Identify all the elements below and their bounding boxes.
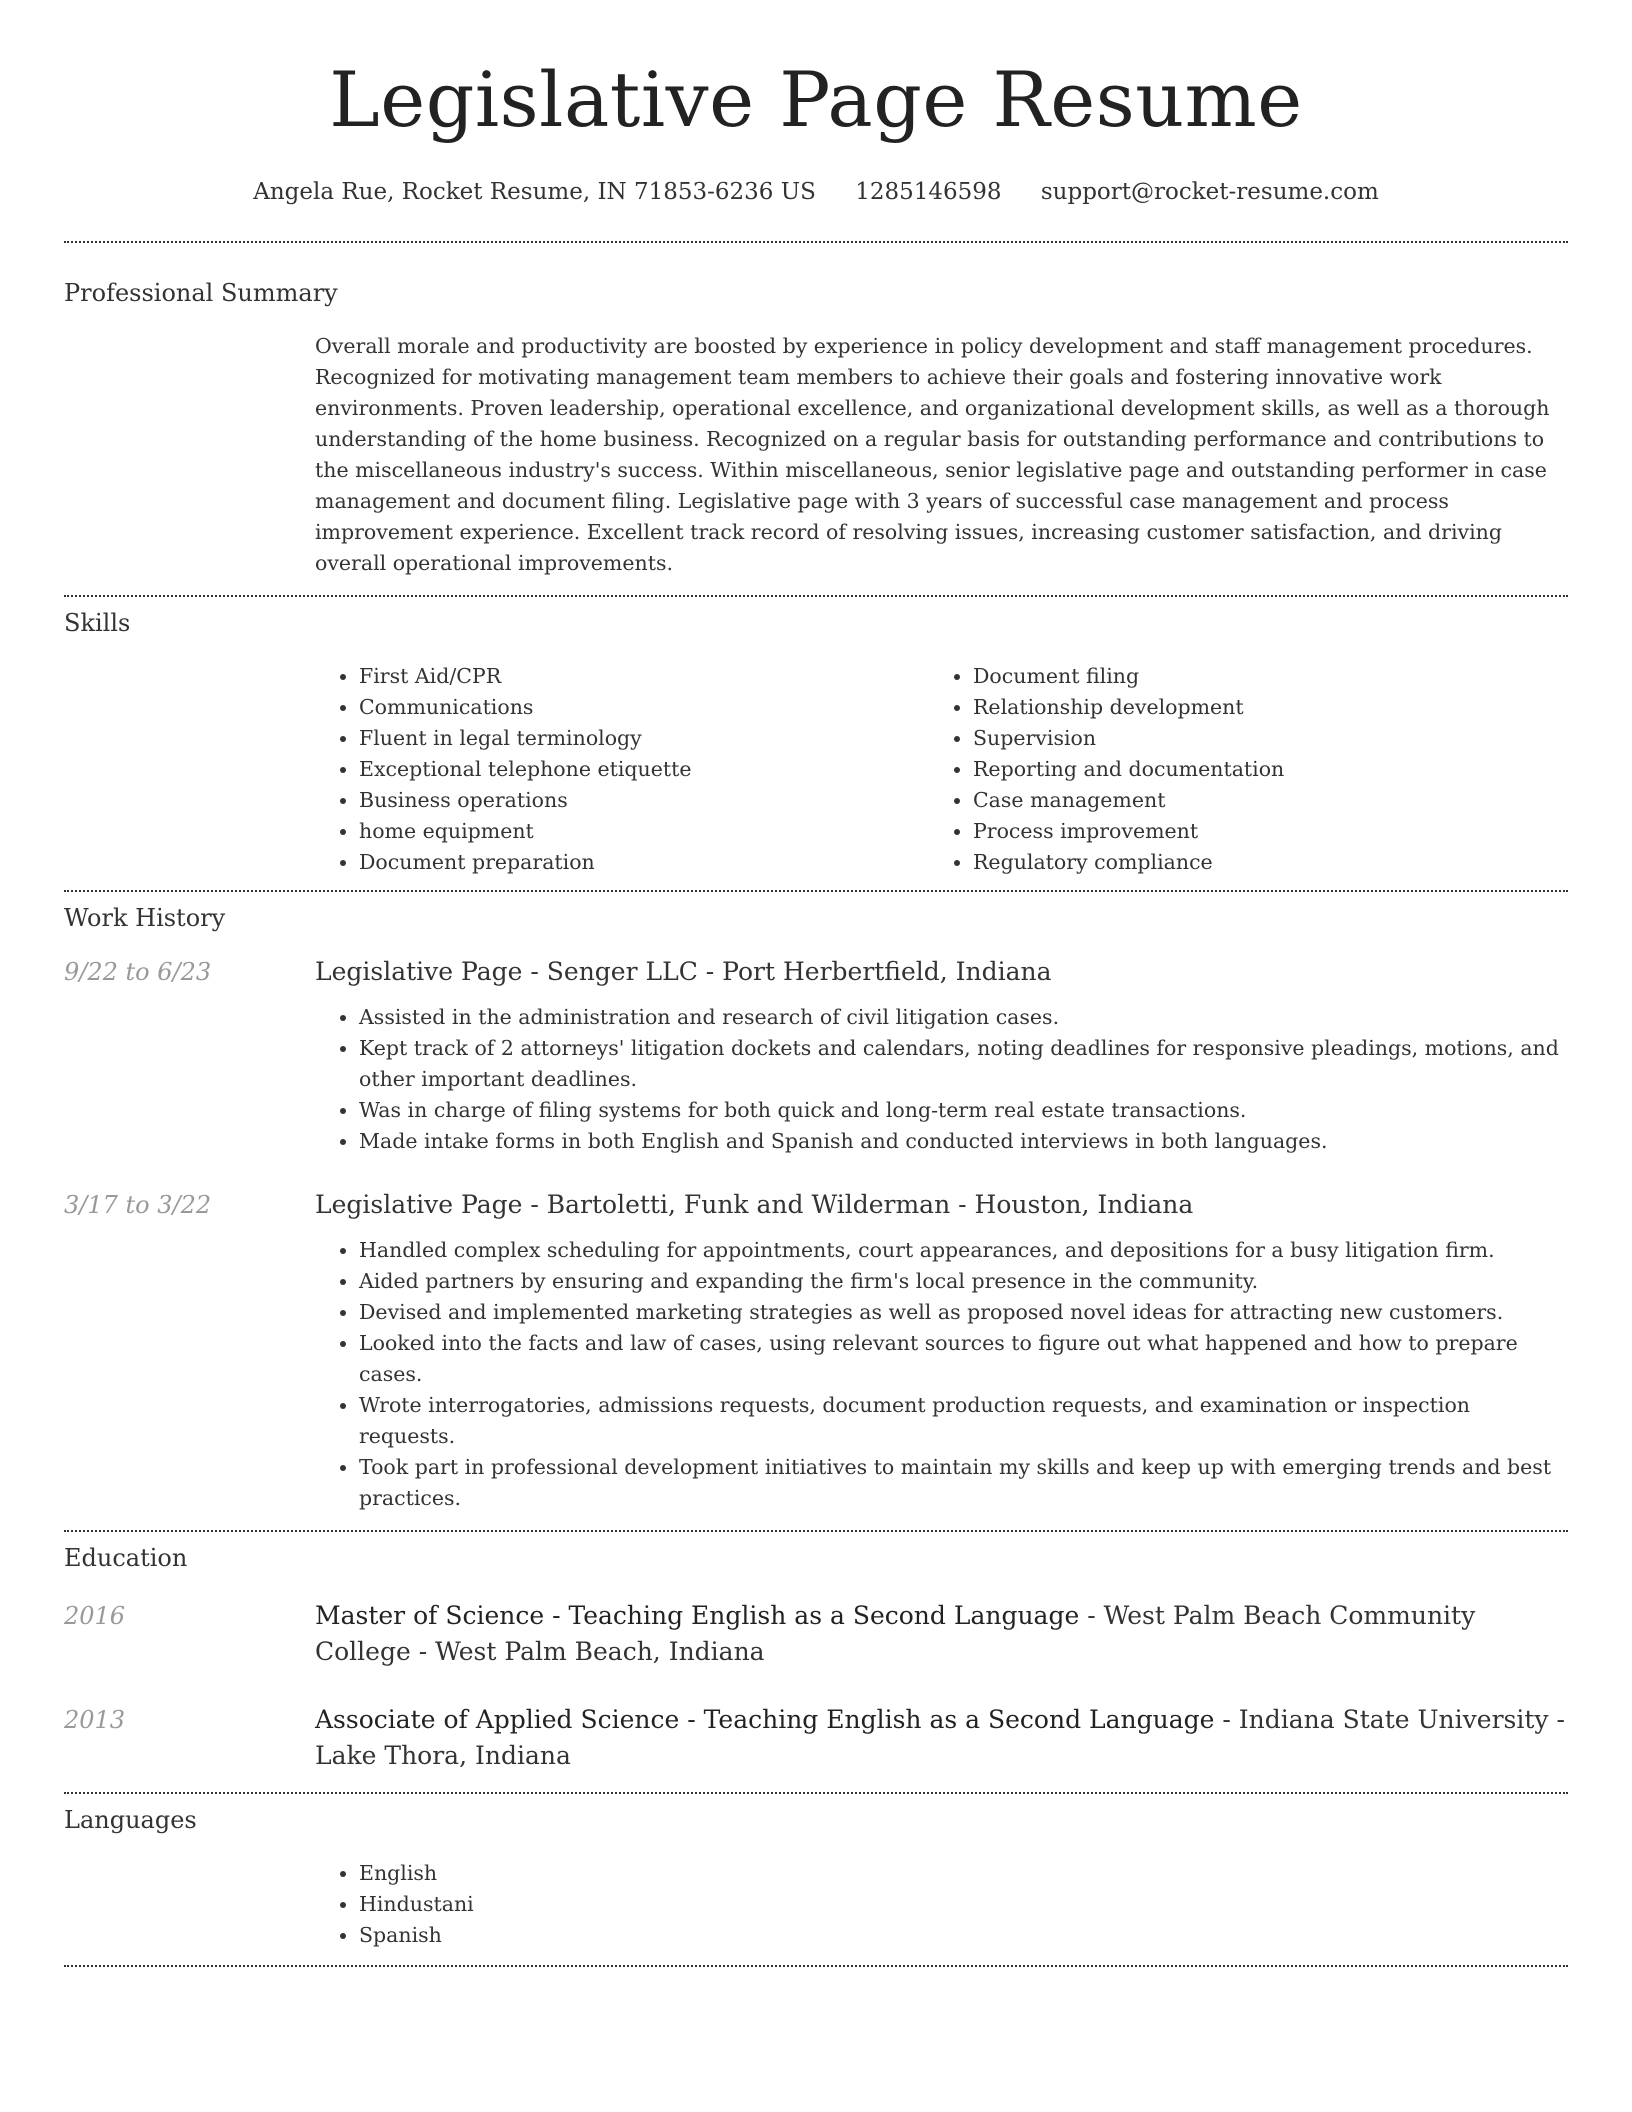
job-bullet: • Made intake forms in both English and Spanish and conducted interviews in both languages.: [359, 1126, 1568, 1157]
divider: [64, 1792, 1568, 1794]
skill-item: • Relationship development: [973, 692, 1543, 723]
skill-item: • Supervision: [973, 723, 1543, 754]
school-details: - West Palm Beach Community College - West Palm Beach, Indiana: [315, 1601, 1476, 1666]
job-bullet: • Wrote interrogatories, admissions requests, document production requests, and examination or inspection requests.: [359, 1390, 1568, 1452]
contact-phone: 1285146598: [855, 179, 1002, 205]
education-text: [315, 1598, 1568, 1670]
skill-item: • Document preparation: [359, 847, 929, 878]
job-bullet: • Devised and implemented marketing strategies as well as proposed novel ideas for attracting new customers.: [359, 1297, 1568, 1328]
skill-item: • Process improvement: [973, 816, 1543, 847]
summary-section: [64, 277, 1568, 579]
skill-item: • Document filing: [973, 661, 1543, 692]
divider: [64, 1965, 1568, 1967]
job-bullet: • Assisted in the administration and research of civil litigation cases.: [359, 1002, 1568, 1033]
education-year: 2016: [64, 1602, 126, 1630]
skill-item: • Fluent in legal terminology: [359, 723, 929, 754]
language-item: • English: [359, 1858, 1568, 1889]
divider: [64, 890, 1568, 892]
education-text: [315, 1702, 1568, 1774]
job-bullet: • Aided partners by ensuring and expanding the firm's local presence in the community.: [359, 1266, 1568, 1297]
contact-line: [64, 176, 1568, 208]
job-title: Legislative Page - Bartoletti, Funk and Wilderman - Houston, Indiana: [315, 1190, 1194, 1219]
divider: [64, 1530, 1568, 1532]
job-bullets: [315, 1002, 1568, 1157]
job-bullet: • Kept track of 2 attorneys' litigation dockets and calendars, noting deadlines for responsive pleadings, motions, and other important deadlines.: [359, 1033, 1568, 1095]
languages-list: [315, 1858, 1568, 1951]
job-bullet: • Was in charge of filing systems for both quick and long-term real estate transactions.: [359, 1095, 1568, 1126]
language-item: • Spanish: [359, 1920, 1568, 1951]
resume-title: Legislative Page Resume: [329, 55, 1303, 144]
languages-heading: Languages: [64, 1806, 197, 1834]
skill-item: • Regulatory compliance: [973, 847, 1543, 878]
summary-text: Overall morale and productivity are boosted by experience in policy development and staff management procedures. Recognized for motivating management team members to achieve their goals and fostering innovative work environments. Proven leadership, operational excellence, and organizational development skills, as well as a thorough understanding of the home business. Recognized on a regular basis for outstanding performance and contributions to the miscellaneous industry's success. Within miscellaneous, senior legislative page and outstanding performer in case management and document filing. Legislative page with 3 years of successful case management and process improvement experience. Excellent track record of resolving issues, increasing customer satisfaction, and driving overall operational improvements.: [315, 334, 1550, 575]
education-entry: [64, 1702, 1568, 1774]
education-entry: [64, 1598, 1568, 1670]
job-bullet: • Took part in professional development initiatives to maintain my skills and keep up with emerging trends and best practices.: [359, 1452, 1568, 1514]
skill-item: • Communications: [359, 692, 929, 723]
skill-item: • Reporting and documentation: [973, 754, 1543, 785]
job-title: Legislative Page - Senger LLC - Port Herbertfield, Indiana: [315, 957, 1052, 986]
skill-item: • Case management: [973, 785, 1543, 816]
skill-item: • Business operations: [359, 785, 929, 816]
divider: [64, 241, 1568, 243]
work-heading: Work History: [64, 904, 226, 932]
languages-section: [64, 1804, 1568, 1951]
job-bullets: [315, 1235, 1568, 1514]
school-details: - Indiana State University - Lake Thora, Indiana: [315, 1705, 1565, 1770]
language-item: • Hindustani: [359, 1889, 1568, 1920]
contact-address: Angela Rue, Rocket Resume, IN 71853-6236 US: [253, 179, 816, 205]
skills-list-left: [315, 661, 929, 878]
skills-heading: Skills: [64, 609, 131, 637]
skill-item: • Exceptional telephone etiquette: [359, 754, 929, 785]
contact-email: support@rocket-resume.com: [1040, 179, 1379, 205]
divider: [64, 595, 1568, 597]
education-year: 2013: [64, 1706, 126, 1734]
job-bullet: • Looked into the facts and law of cases, using relevant sources to figure out what happened and how to prepare cases.: [359, 1328, 1568, 1390]
job-dates: 9/22 to 6/23: [64, 958, 212, 986]
skills-section: [64, 607, 1568, 878]
skills-list-right: [929, 661, 1543, 878]
job-entry: [64, 1187, 1568, 1514]
education-section: [64, 1542, 1568, 1774]
work-section: [64, 902, 1568, 1514]
job-dates: 3/17 to 3/22: [64, 1191, 212, 1219]
summary-heading: Professional Summary: [64, 279, 338, 307]
education-heading: Education: [64, 1544, 188, 1572]
degree: Master of Science - Teaching English as a Second Language: [315, 1601, 1080, 1630]
job-bullet: • Handled complex scheduling for appointments, court appearances, and depositions for a busy litigation firm.: [359, 1235, 1568, 1266]
degree: Associate of Applied Science - Teaching English as a Second Language: [315, 1705, 1215, 1734]
skill-item: • home equipment: [359, 816, 929, 847]
skill-item: • First Aid/CPR: [359, 661, 929, 692]
job-entry: [64, 954, 1568, 1157]
